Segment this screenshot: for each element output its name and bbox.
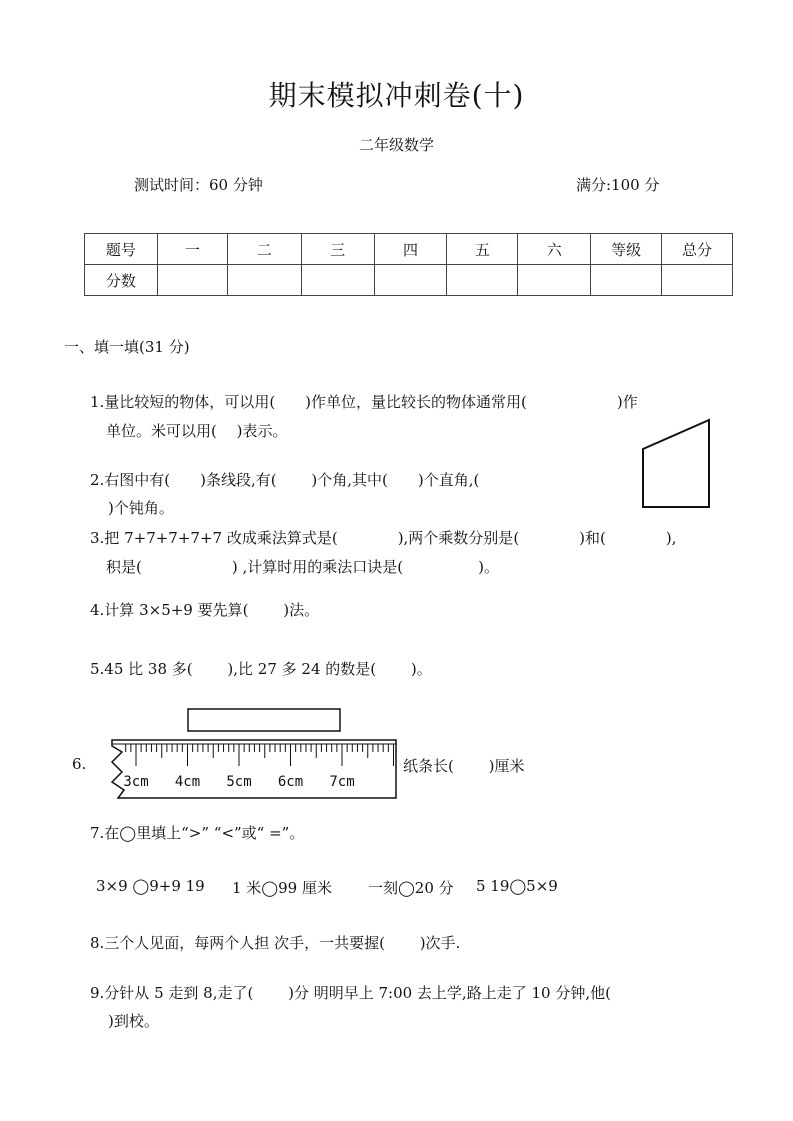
table-cell: 一 bbox=[157, 234, 227, 265]
score-input-cell[interactable] bbox=[374, 265, 447, 296]
question-3-line-2: 积是( ) ,计算时用的乘法口诀是( )。 bbox=[106, 558, 499, 576]
question-9-line-2: )到校。 bbox=[108, 1012, 159, 1030]
table-score-row bbox=[85, 265, 733, 296]
question-7-item: 5 19◯5×9 bbox=[476, 877, 558, 895]
ruler-svg bbox=[104, 706, 400, 800]
question-8: 8.三个人见面，每两个人担 次手，一共要握( )次手. bbox=[90, 934, 461, 952]
quadrilateral-figure bbox=[636, 414, 716, 514]
ruler-label: 4cm bbox=[174, 774, 201, 790]
question-1-line-1: 1.量比较短的物体，可以用( )作单位，量比较长的物体通常用( )作 bbox=[90, 393, 638, 411]
ruler-label: 3cm bbox=[123, 774, 149, 790]
time-label: 测试时间：60 分钟 bbox=[134, 176, 263, 194]
score-input-cell[interactable] bbox=[447, 265, 518, 296]
table-cell: 等级 bbox=[591, 234, 662, 265]
score-label: 满分:100 分 bbox=[576, 176, 660, 194]
question-1-line-2: 单位。米可以用( )表示。 bbox=[106, 422, 288, 440]
table-cell: 二 bbox=[227, 234, 301, 265]
table-cell: 五 bbox=[447, 234, 518, 265]
question-2-line-2: )个钝角。 bbox=[108, 499, 174, 517]
table-cell: 题号 bbox=[85, 234, 158, 265]
score-input-cell[interactable] bbox=[518, 265, 591, 296]
score-input-cell[interactable] bbox=[157, 265, 227, 296]
question-6-text: 纸条长( )厘米 bbox=[403, 757, 525, 775]
table-header-row bbox=[85, 234, 733, 265]
question-7-item: 3×9 ◯9+9 19 bbox=[96, 877, 205, 895]
page-title: 期末模拟冲刺卷(十) bbox=[268, 79, 525, 112]
table-cell: 分数 bbox=[85, 265, 158, 296]
score-input-cell[interactable] bbox=[662, 265, 733, 296]
ruler-label: 7cm bbox=[329, 774, 355, 790]
page-subtitle: 二年级数学 bbox=[358, 136, 434, 154]
question-3-line-1: 3.把 7+7+7+7+7 改成乘法算式是( ),两个乘数分别是( )和( ), bbox=[90, 529, 677, 547]
question-6-number: 6. bbox=[72, 755, 87, 773]
table-cell: 三 bbox=[301, 234, 374, 265]
table-cell: 总分 bbox=[662, 234, 733, 265]
paper-strip bbox=[188, 709, 340, 731]
score-table bbox=[84, 233, 733, 296]
section-heading: 一、填一填(31 分) bbox=[64, 338, 190, 356]
score-input-cell[interactable] bbox=[591, 265, 662, 296]
table-cell: 六 bbox=[518, 234, 591, 265]
ruler-label: 6cm bbox=[277, 774, 304, 790]
question-9-line-1: 9.分针从 5 走到 8,走了( )分 明明早上 7:00 去上学,路上走了 10 分钟,他( bbox=[90, 984, 611, 1002]
ruler-figure bbox=[104, 706, 400, 804]
ruler-label: 5cm bbox=[226, 774, 252, 790]
question-7-item: 一刻◯20 分 bbox=[368, 879, 454, 897]
score-input-cell[interactable] bbox=[301, 265, 374, 296]
question-7-item: 1 米◯99 厘米 bbox=[232, 879, 332, 897]
question-4: 4.计算 3×5+9 要先算( )法。 bbox=[90, 601, 320, 619]
question-2-line-1: 2.右图中有( )条线段,有( )个角,其中( )个直角,( bbox=[90, 471, 480, 489]
question-7: 7.在◯里填上“>” “<”或“ =”。 bbox=[90, 824, 305, 842]
table-cell: 四 bbox=[374, 234, 447, 265]
score-input-cell[interactable] bbox=[227, 265, 301, 296]
question-5: 5.45 比 38 多( ),比 27 多 24 的数是( )。 bbox=[90, 660, 432, 678]
